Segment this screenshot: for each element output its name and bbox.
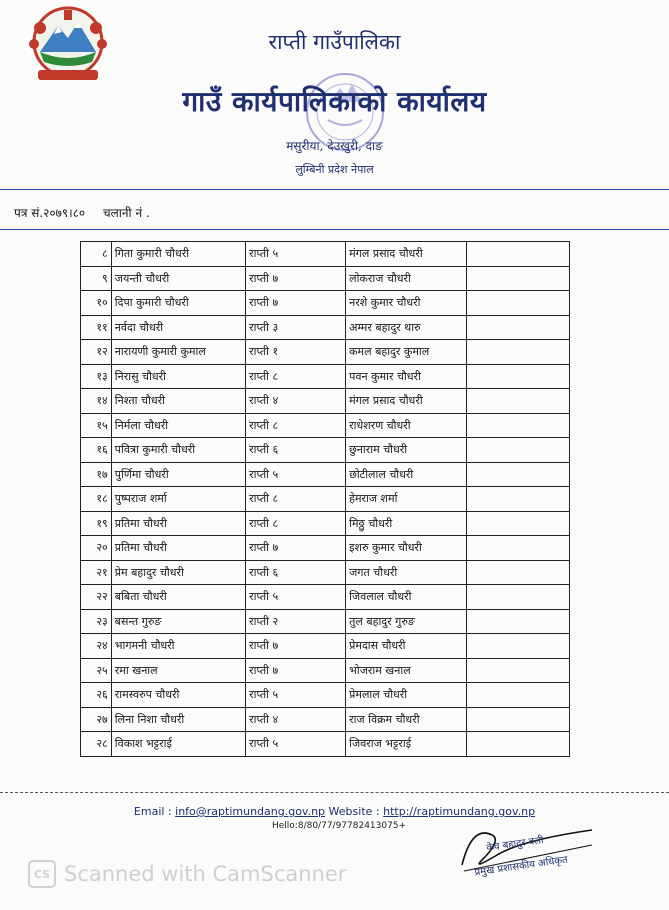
ward-address: राप्ती ७	[246, 536, 346, 561]
serial-number: १७	[81, 462, 112, 487]
serial-number: ११	[81, 315, 112, 340]
dispatch-number: चलानी नं .	[103, 206, 150, 220]
table-row	[81, 340, 570, 365]
applicant-name: प्रतिमा चौधरी	[111, 536, 245, 561]
ward-address: राप्ती ७	[246, 266, 346, 291]
remark-cell	[466, 560, 569, 585]
remark-cell	[466, 585, 569, 610]
email-label: Email :	[133, 805, 172, 818]
signatory-name: केव बहादुर वली	[485, 835, 545, 854]
website-label: Website :	[328, 805, 380, 818]
ward-address: राप्ती ५	[246, 732, 346, 757]
applicant-name: बसन्त गुरुङ	[111, 609, 245, 634]
ward-address: राप्ती ४	[246, 389, 346, 414]
remark-cell	[466, 683, 569, 708]
table-row	[81, 585, 570, 610]
table-row	[81, 487, 570, 512]
table-row	[81, 413, 570, 438]
applicant-name: गिता कुमारी चौधरी	[111, 242, 245, 267]
applicant-name: पुष्पराज शर्मा	[111, 487, 245, 512]
ward-address: राप्ती ८	[246, 487, 346, 512]
ward-address: राप्ती ५	[246, 683, 346, 708]
ward-address: राप्ती ३	[246, 315, 346, 340]
applicant-name: विकाश भट्टराई	[111, 732, 245, 757]
ward-address: राप्ती १	[246, 340, 346, 365]
guardian-name: तुल बहादुर गुरुङ	[346, 609, 466, 634]
applicant-name: प्रतिमा चौधरी	[111, 511, 245, 536]
table-row	[81, 658, 570, 683]
applicant-name: निश्ता चौधरी	[111, 389, 245, 414]
remark-cell	[466, 487, 569, 512]
table-row	[81, 609, 570, 634]
footer-divider	[0, 792, 669, 793]
remark-cell	[466, 291, 569, 316]
remark-cell	[466, 389, 569, 414]
remark-cell	[466, 658, 569, 683]
applicant-name: नारायणी कुमारी कुमाल	[111, 340, 245, 365]
remark-cell	[466, 536, 569, 561]
office-title: गाउँ कार्यपालिकाको कार्यालय	[182, 85, 487, 118]
website-link[interactable]: http://raptimundang.gov.np	[383, 805, 536, 818]
applicant-name: बबिता चौधरी	[111, 585, 245, 610]
serial-number: १६	[81, 438, 112, 463]
applicant-name: जयन्ती चौधरी	[111, 266, 245, 291]
ward-address: राप्ती ४	[246, 707, 346, 732]
province-name: लुम्बिनी प्रदेश नेपाल	[295, 163, 374, 176]
table-row	[81, 536, 570, 561]
ward-address: राप्ती ८	[246, 413, 346, 438]
camscanner-icon: CS	[28, 860, 56, 888]
table-row	[81, 707, 570, 732]
ward-address: राप्ती ६	[246, 438, 346, 463]
remark-cell	[466, 634, 569, 659]
guardian-name: नरशे कुमार चौधरी	[346, 291, 466, 316]
watermark-text: Scanned with CamScanner	[64, 862, 347, 886]
remark-cell	[466, 315, 569, 340]
serial-number: २८	[81, 732, 112, 757]
applicant-name: नर्वदा चौधरी	[111, 315, 245, 340]
guardian-name: लोकराज चौधरी	[346, 266, 466, 291]
applicant-name: दिपा कुमारी चौधरी	[111, 291, 245, 316]
remark-cell	[466, 340, 569, 365]
serial-number: १४	[81, 389, 112, 414]
applicant-table	[80, 241, 570, 757]
guardian-name: कमल बहादुर कुमाल	[346, 340, 466, 365]
serial-number: २२	[81, 585, 112, 610]
applicant-name: लिना निशा चौधरी	[111, 707, 245, 732]
reference-divider	[0, 229, 669, 230]
applicant-name: रमा खनाल	[111, 658, 245, 683]
guardian-name: मंगल प्रसाद चौधरी	[346, 389, 466, 414]
table-row	[81, 242, 570, 267]
ward-address: राप्ती ७	[246, 291, 346, 316]
applicant-name: रामस्वरुप चौधरी	[111, 683, 245, 708]
ward-address: राप्ती ६	[246, 560, 346, 585]
ward-address: राप्ती ७	[246, 634, 346, 659]
serial-number: ८	[81, 242, 112, 267]
applicant-name: प्रेम बहादुर चौधरी	[111, 560, 245, 585]
applicant-name: पुर्णिमा चौधरी	[111, 462, 245, 487]
serial-number: १३	[81, 364, 112, 389]
guardian-name: भोजराम खनाल	[346, 658, 466, 683]
remark-cell	[466, 707, 569, 732]
guardian-name: मिठ्ठु चौधरी	[346, 511, 466, 536]
guardian-name: जिवलाल चौधरी	[346, 585, 466, 610]
remark-cell	[466, 242, 569, 267]
table-row	[81, 291, 570, 316]
guardian-name: राज विक्रम चौधरी	[346, 707, 466, 732]
remark-cell	[466, 732, 569, 757]
table-row	[81, 438, 570, 463]
serial-number: २७	[81, 707, 112, 732]
reference-line	[14, 204, 164, 221]
applicant-name: निर्मला चौधरी	[111, 413, 245, 438]
guardian-name: जगत चौधरी	[346, 560, 466, 585]
guardian-name: प्रेमलाल चौधरी	[346, 683, 466, 708]
serial-number: १८	[81, 487, 112, 512]
footer-hello: Hello:8/80/77/97782413075+	[272, 821, 407, 831]
serial-number: १५	[81, 413, 112, 438]
ward-address: राप्ती ५	[246, 242, 346, 267]
serial-number: २३	[81, 609, 112, 634]
remark-cell	[466, 462, 569, 487]
guardian-name: छोटीलाल चौधरी	[346, 462, 466, 487]
table-row	[81, 462, 570, 487]
email-link[interactable]: info@raptimundang.gov.np	[175, 805, 326, 818]
guardian-name: अम्मर बहादुर थारु	[346, 315, 466, 340]
serial-number: १०	[81, 291, 112, 316]
ward-address: राप्ती २	[246, 609, 346, 634]
table-row	[81, 634, 570, 659]
ward-address: राप्ती ७	[246, 658, 346, 683]
table-row	[81, 364, 570, 389]
remark-cell	[466, 413, 569, 438]
guardian-name: हेमराज शर्मा	[346, 487, 466, 512]
guardian-name: छुनाराम चौधरी	[346, 438, 466, 463]
header-divider	[0, 189, 669, 190]
guardian-name: मंगल प्रसाद चौधरी	[346, 242, 466, 267]
guardian-name: इशरु कुमार चौधरी	[346, 536, 466, 561]
serial-number: ९	[81, 266, 112, 291]
remark-cell	[466, 609, 569, 634]
serial-number: २६	[81, 683, 112, 708]
remark-cell	[466, 364, 569, 389]
table-row	[81, 266, 570, 291]
table-row	[81, 511, 570, 536]
municipality-name: राप्ती गाउँपालिका	[268, 30, 401, 54]
table-row	[81, 315, 570, 340]
serial-number: २५	[81, 658, 112, 683]
table-row	[81, 732, 570, 757]
ward-address: राप्ती ८	[246, 364, 346, 389]
applicant-name: भागमनी चौधरी	[111, 634, 245, 659]
camscanner-watermark	[28, 860, 346, 888]
serial-number: १९	[81, 511, 112, 536]
office-address: मसुरीया, देउखुरी, दाङ	[286, 139, 383, 153]
serial-number: २४	[81, 634, 112, 659]
serial-number: २१	[81, 560, 112, 585]
ward-address: राप्ती ५	[246, 585, 346, 610]
ward-address: राप्ती ५	[246, 462, 346, 487]
remark-cell	[466, 266, 569, 291]
applicant-name: निरासु चौधरी	[111, 364, 245, 389]
signatory-title: प्रमुख प्रशासकीय अधिकृत	[473, 854, 569, 879]
applicant-name: पवित्रा कुमारी चौधरी	[111, 438, 245, 463]
letter-number: पत्र सं.२०७९।८०	[14, 206, 86, 220]
remark-cell	[466, 438, 569, 463]
serial-number: २०	[81, 536, 112, 561]
remark-cell	[466, 511, 569, 536]
table-row	[81, 560, 570, 585]
table-row	[81, 389, 570, 414]
table-row	[81, 683, 570, 708]
guardian-name: प्रेमदास चौधरी	[346, 634, 466, 659]
guardian-name: जिवराज भट्टराई	[346, 732, 466, 757]
guardian-name: पवन कुमार चौधरी	[346, 364, 466, 389]
guardian-name: राधेशरण चौधरी	[346, 413, 466, 438]
ward-address: राप्ती ८	[246, 511, 346, 536]
serial-number: १२	[81, 340, 112, 365]
